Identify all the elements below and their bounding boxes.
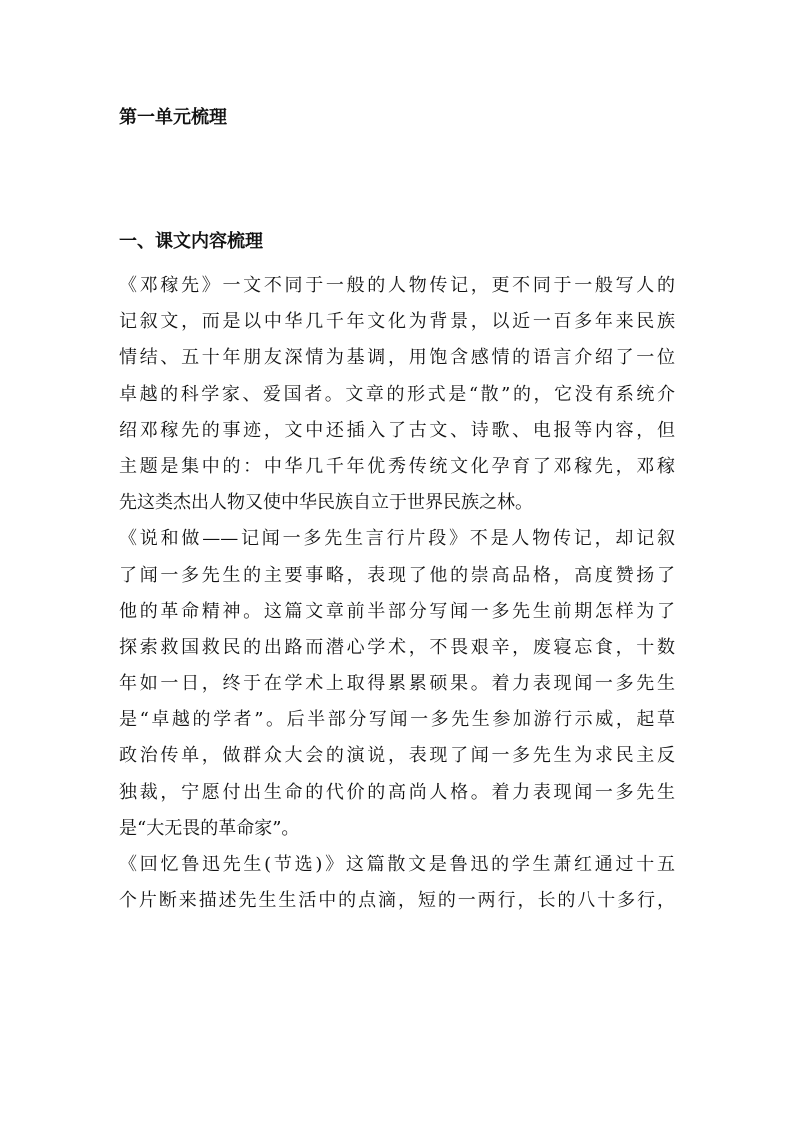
document-title: 第一单元梳理	[119, 107, 227, 128]
text-line: 政治传单，做群众大会的演说，表现了闻一多先生为求民主反	[119, 745, 675, 767]
text-line: 了闻一多先生的主要事略，表现了他的崇高品格，高度赞扬了	[119, 564, 675, 586]
text-line: 先这类杰出人物又使中华民族自立于世界民族之林。	[119, 492, 533, 514]
paragraph-deng-jiaxian	[119, 268, 675, 521]
section-heading: 一、课文内容梳理	[119, 231, 263, 252]
text-line: 独裁，宁愿付出生命的代价的高尚人格。着力表现闻一多先生	[119, 781, 675, 803]
text-line: 主题是集中的：中华几千年优秀传统文化孕育了邓稼先，邓稼	[119, 455, 675, 477]
paragraph-lu-xun	[119, 847, 675, 919]
text-line: 是“卓越的学者”。后半部分写闻一多先生参加游行示威，起草	[119, 709, 675, 731]
text-line: 《邓稼先》一文不同于一般的人物传记，更不同于一般写人的	[119, 275, 675, 296]
text-line: 个片断来描述先生生活中的点滴，短的一两行，长的八十多行，	[119, 890, 675, 912]
text-line: 探索救国救民的出路而潜心学术，不畏艰辛，废寝忘食，十数	[119, 636, 675, 658]
text-line: 情结、五十年朋友深情为基调，用饱含感情的语言介绍了一位	[119, 347, 675, 369]
text-line: 《回忆鲁迅先生(节选)》这篇散文是鲁迅的学生萧红通过十五	[119, 854, 675, 875]
text-line: 绍邓稼先的事迹，文中还插入了古文、诗歌、电报等内容，但	[119, 419, 675, 441]
text-line: 年如一日，终于在学术上取得累累硕果。着力表现闻一多先生	[119, 673, 675, 695]
text-line: 他的革命精神。这篇文章前半部分写闻一多先生前期怎样为了	[119, 600, 675, 622]
text-line: 是“大无畏的革命家”。	[119, 817, 300, 839]
paragraph-shuo-he-zuo	[119, 521, 675, 847]
document-body	[119, 268, 675, 919]
text-line: 卓越的科学家、爱国者。文章的形式是“散”的，它没有系统介	[119, 383, 675, 405]
text-line: 记叙文，而是以中华几千年文化为背景，以近一百多年来民族	[119, 311, 675, 333]
text-line: 《说和做——记闻一多先生言行片段》不是人物传记，却记叙	[119, 528, 675, 550]
